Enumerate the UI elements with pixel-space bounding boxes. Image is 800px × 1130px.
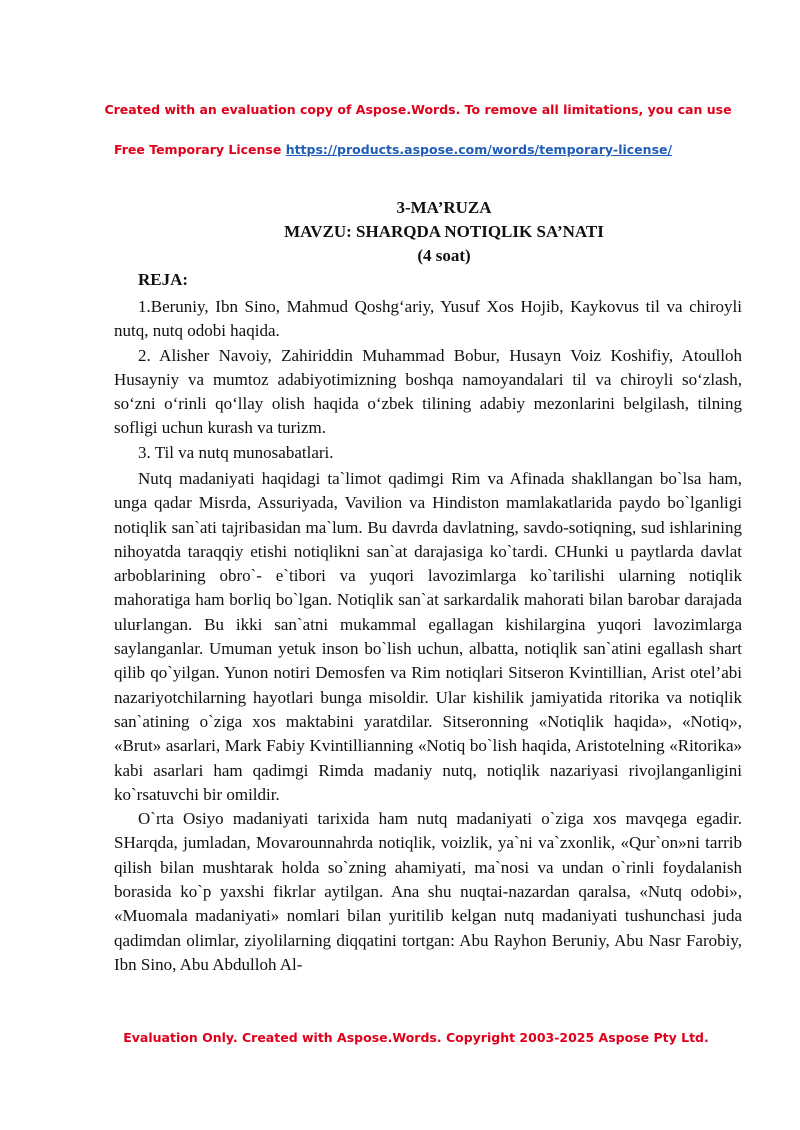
body-paragraph: O`rta Osiyo madaniyati tarixida ham nutq madaniyati o`ziga xos mavqega egadir. SHarqda, jumladan, Movarounnahrda notiqlik, voizlik, ya`ni va`zxonlik, «Qur`on»ni tarrib qilish bilan mushtarak holda so`zning ahamiyati, ma`nosi va undan o`rinli foydalanish borasida ko`p yaxshi fikrlar aytilgan. Ana shu nuqtai-nazardan qaralsa, «Nutq odobi», «Muomala madaniyati» nomlari bilan yuritilib kelgan nutq madaniyati tushunchasi juda qadimdan olimlar, ziyolilarning diqqatini tortgan: Abu Rayhon Beruniy, Abu Nasr Farobiy, Ibn Sino, Abu Abdulloh Al- <box>114 809 742 974</box>
plan-item: 2. Alisher Navoiy, Zahiriddin Muhammad Bobur, Husayn Voiz Koshifiy, Atoulloh Husayniy va mumtoz adabiyotimizning boshqa namoyandalari til va chiroyli so‘zlash, so‘zni o‘rinli qo‘llay olish haqida o‘zbek tilining adabiy mezonlarini belgilash, tilning sofligi uchun kurash va turizm. <box>114 345 742 438</box>
plan-heading: REJA: <box>138 270 189 289</box>
evaluation-watermark-license <box>114 142 672 157</box>
body-paragraph: Nutq madaniyati haqidagi ta`limot qadimgi Rim va Afinada shakllangan bo`lsa ham, unga qadar Misrda, Assuriyada, Vavilion va Hindiston mamlakatlarida paydo bo`lganligi notiqlik san`ati tajribasidan ma`lum. Bu davrda davlatning, savdo-sotiqning, sud ishlarining nihoyatda taraqqiy etishi notiqlikni san`at darajasiga ko`tardi. CHunki u paytlarda davlat arboblarining obro`- e`tibori va yuqori lavozimlarga ko`tarilishi ularning notiqlik mahoratiga ham boғliq bo`lgan. Notiqlik san`at sarkardalik mahorati bilan barobar darajada uluғlangan. Bu ikki san`atni mukammal egallagan kishilargina yuqori lavozimlarga saylanganlar. Umuman yetuk inson bo`lish uchun, albatta, notiqlik san`atini egallash shart qilib qo`yilgan. Yunon notiri Demosfen va Rim notiqlari Sitseron Kvintillian, Arist otel’abi nazariyotchilarning hayotlari bunga misoldir. Ular kishilik jamiyatida ritorika va notiqlik san`atining o`ziga xos maktabini yaratdilar. Sitseronning «Notiqlik haqida», «Notiq», «Brut» asarlari, Mark Fabiy Kvintillianning «Notiq bo`lish haqida, Aristotelning «Ritorika» kabi asarlari ham qadimgi Rimda madaniy nutq, notiqlik nazariyasi rivojlanganligini ko`rsatuvchi bir omildir. <box>114 469 742 804</box>
evaluation-watermark-header: Created with an evaluation copy of Aspose.Words. To remove all limitations, you can use <box>104 102 732 117</box>
lecture-title: 3-MA’RUZA <box>396 198 492 217</box>
evaluation-watermark-footer: Evaluation Only. Created with Aspose.Words. Copyright 2003-2025 Aspose Pty Ltd. <box>123 1030 709 1045</box>
license-link[interactable]: https://products.aspose.com/words/temporary-license/ <box>285 142 673 157</box>
lecture-topic: MAVZU: SHARQDA NOTIQLIK SA’NATI <box>284 222 604 241</box>
license-label: Free Temporary License <box>114 142 286 157</box>
plan-item: 3. Til va nutq munosabatlari. <box>138 442 334 462</box>
lecture-body <box>114 467 742 977</box>
plan-item: 1.Beruniy, Ibn Sino, Mahmud Qoshg‘ariy, Yusuf Xos Hojib, Kaykovus til va chiroyli nutq, nutq odobi haqida. <box>114 297 742 341</box>
lecture-hours: (4 soat) <box>417 246 471 265</box>
plan-list <box>114 295 742 465</box>
